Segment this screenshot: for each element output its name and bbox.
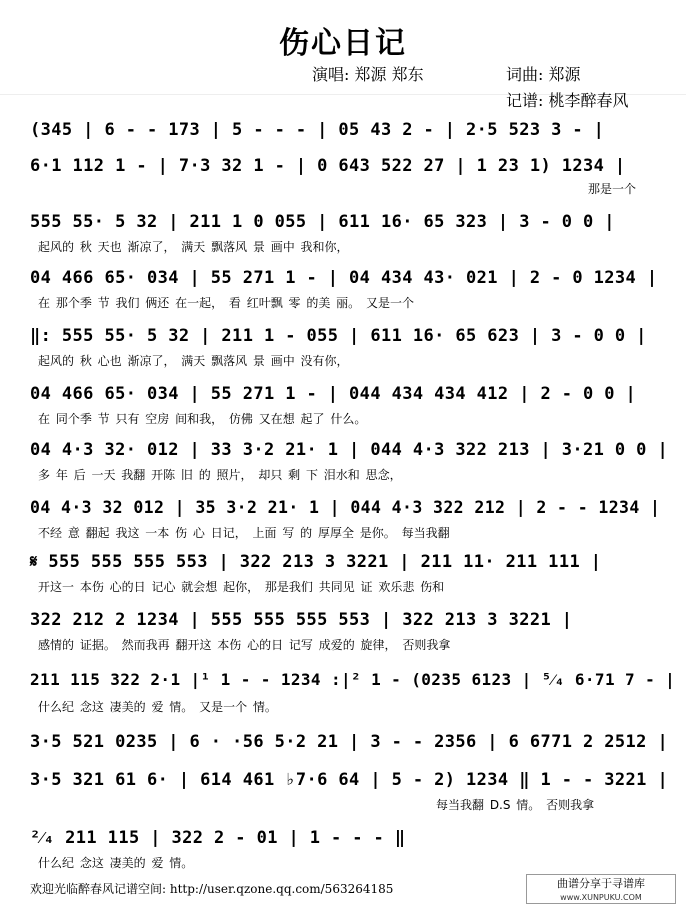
lyric-line-7: 多 年 后 一天 我翻 开陈 旧 的 照片， 却只 剩 下 泪水和 思念， xyxy=(38,468,402,482)
lyric-line-2: 那是一个 xyxy=(588,182,637,196)
composer-credit: 词曲: 郑源 xyxy=(506,65,581,84)
lyric-line-9: 开这一 本伤 心的日 记心 就会想 起你， 那是我们 共同见 证 欢乐悲 伤和 xyxy=(38,580,445,594)
notation-line-1: (345 | 6 - - 173 | 5 - - - | 05 43 2 - | 2·5 523 3 - | xyxy=(30,120,605,140)
notation-line-11: 211 115 322 2·1 |¹ 1 - - 1234 :|² 1 - (0235 6123 | ⁵⁄₄ 6·71 7 - | xyxy=(30,670,676,689)
lyric-line-10: 感情的 证据。 然而我再 翻开这 本伤 心的日 记写 成爱的 旋律， 否则我拿 xyxy=(38,638,451,652)
lyric-line-14: 什么纪 念这 凄美的 爱 情。 xyxy=(38,856,194,870)
notation-line-3: 555 55· 5 32 | 211 1 0 055 | 611 16· 65 323 | 3 - 0 0 | xyxy=(30,212,615,232)
notation-line-8: 04 4·3 32 012 | 35 3·2 21· 1 | 044 4·3 322 212 | 2 - - 1234 | xyxy=(30,498,661,517)
lyric-line-13: 每当我翻 D.S 情。 否则我拿 xyxy=(436,798,595,812)
notation-line-14: ²⁄₄ 211 115 | 322 2 - 01 | 1 - - - ‖ xyxy=(30,828,406,848)
footer-source-site: www.XUNPUKU.COM xyxy=(560,893,642,902)
notation-line-5: ‖: 555 55· 5 32 | 211 1 - 055 | 611 16· 65 623 | 3 - 0 0 | xyxy=(30,326,647,346)
notation-line-7: 04 4·3 32· 012 | 33 3·2 21· 1 | 044 4·3 322 213 | 3·21 0 0 | xyxy=(30,440,669,460)
notation-line-13: 3·5 321 61 6· | 614 461 ♭7·6 64 | 5 - 2) 1234 ‖ 1 - - 3221 | xyxy=(30,770,669,790)
lyric-line-5: 起风的 秋 心也 渐凉了， 满天 飘落风 景 画中 没有你， xyxy=(38,354,349,368)
notation-line-9: 𝄋 555 555 555 553 | 322 213 3 3221 | 211 11· 211 111 | xyxy=(30,552,602,572)
page-title: 伤心日记 xyxy=(279,26,407,61)
footer-source-text: 曲谱分享于寻谱库 xyxy=(557,877,645,890)
notation-line-10: 322 212 2 1234 | 555 555 555 553 | 322 213 3 3221 | xyxy=(30,610,573,630)
footer-source-badge xyxy=(526,874,676,904)
footer-website-note: 欢迎光临醉春风记谱空间: http://user.qzone.qq.com/563264185 xyxy=(30,882,394,896)
notation-line-6: 04 466 65· 034 | 55 271 1 - | 044 434 434 412 | 2 - 0 0 | xyxy=(30,384,637,404)
transcriber-credit: 记谱: 桃李醉春风 xyxy=(506,91,629,110)
lyric-line-4: 在 那个季 节 我们 俩还 在一起， 看 红叶飘 零 的美 丽。 又是一个 xyxy=(38,296,414,310)
notation-line-2: 6·1 112 1 - | 7·3 32 1 - | 0 643 522 27 | 1 23 1) 1234 | xyxy=(30,156,626,176)
notation-line-12: 3·5 521 0235 | 6 · ·56 5·2 21 | 3 - - 2356 | 6 6771 2 2512 | xyxy=(30,732,669,752)
singer-credit: 演唱: 郑源 郑东 xyxy=(312,65,424,84)
lyric-line-11: 什么纪 念这 凄美的 爱 情。 又是一个 情。 xyxy=(38,700,277,714)
lyric-line-6: 在 同个季 节 只有 空房 间和我， 仿佛 又在想 起了 什么。 xyxy=(38,412,367,426)
lyric-line-8: 不经 意 翻起 我这 一本 伤 心 日记， 上面 写 的 厚厚全 是你。 每当我翻 xyxy=(38,526,450,540)
lyric-line-3: 起风的 秋 天也 渐凉了， 满天 飘落风 景 画中 我和你， xyxy=(38,240,349,254)
notation-line-4: 04 466 65· 034 | 55 271 1 - | 04 434 43· 021 | 2 - 0 1234 | xyxy=(30,268,658,288)
